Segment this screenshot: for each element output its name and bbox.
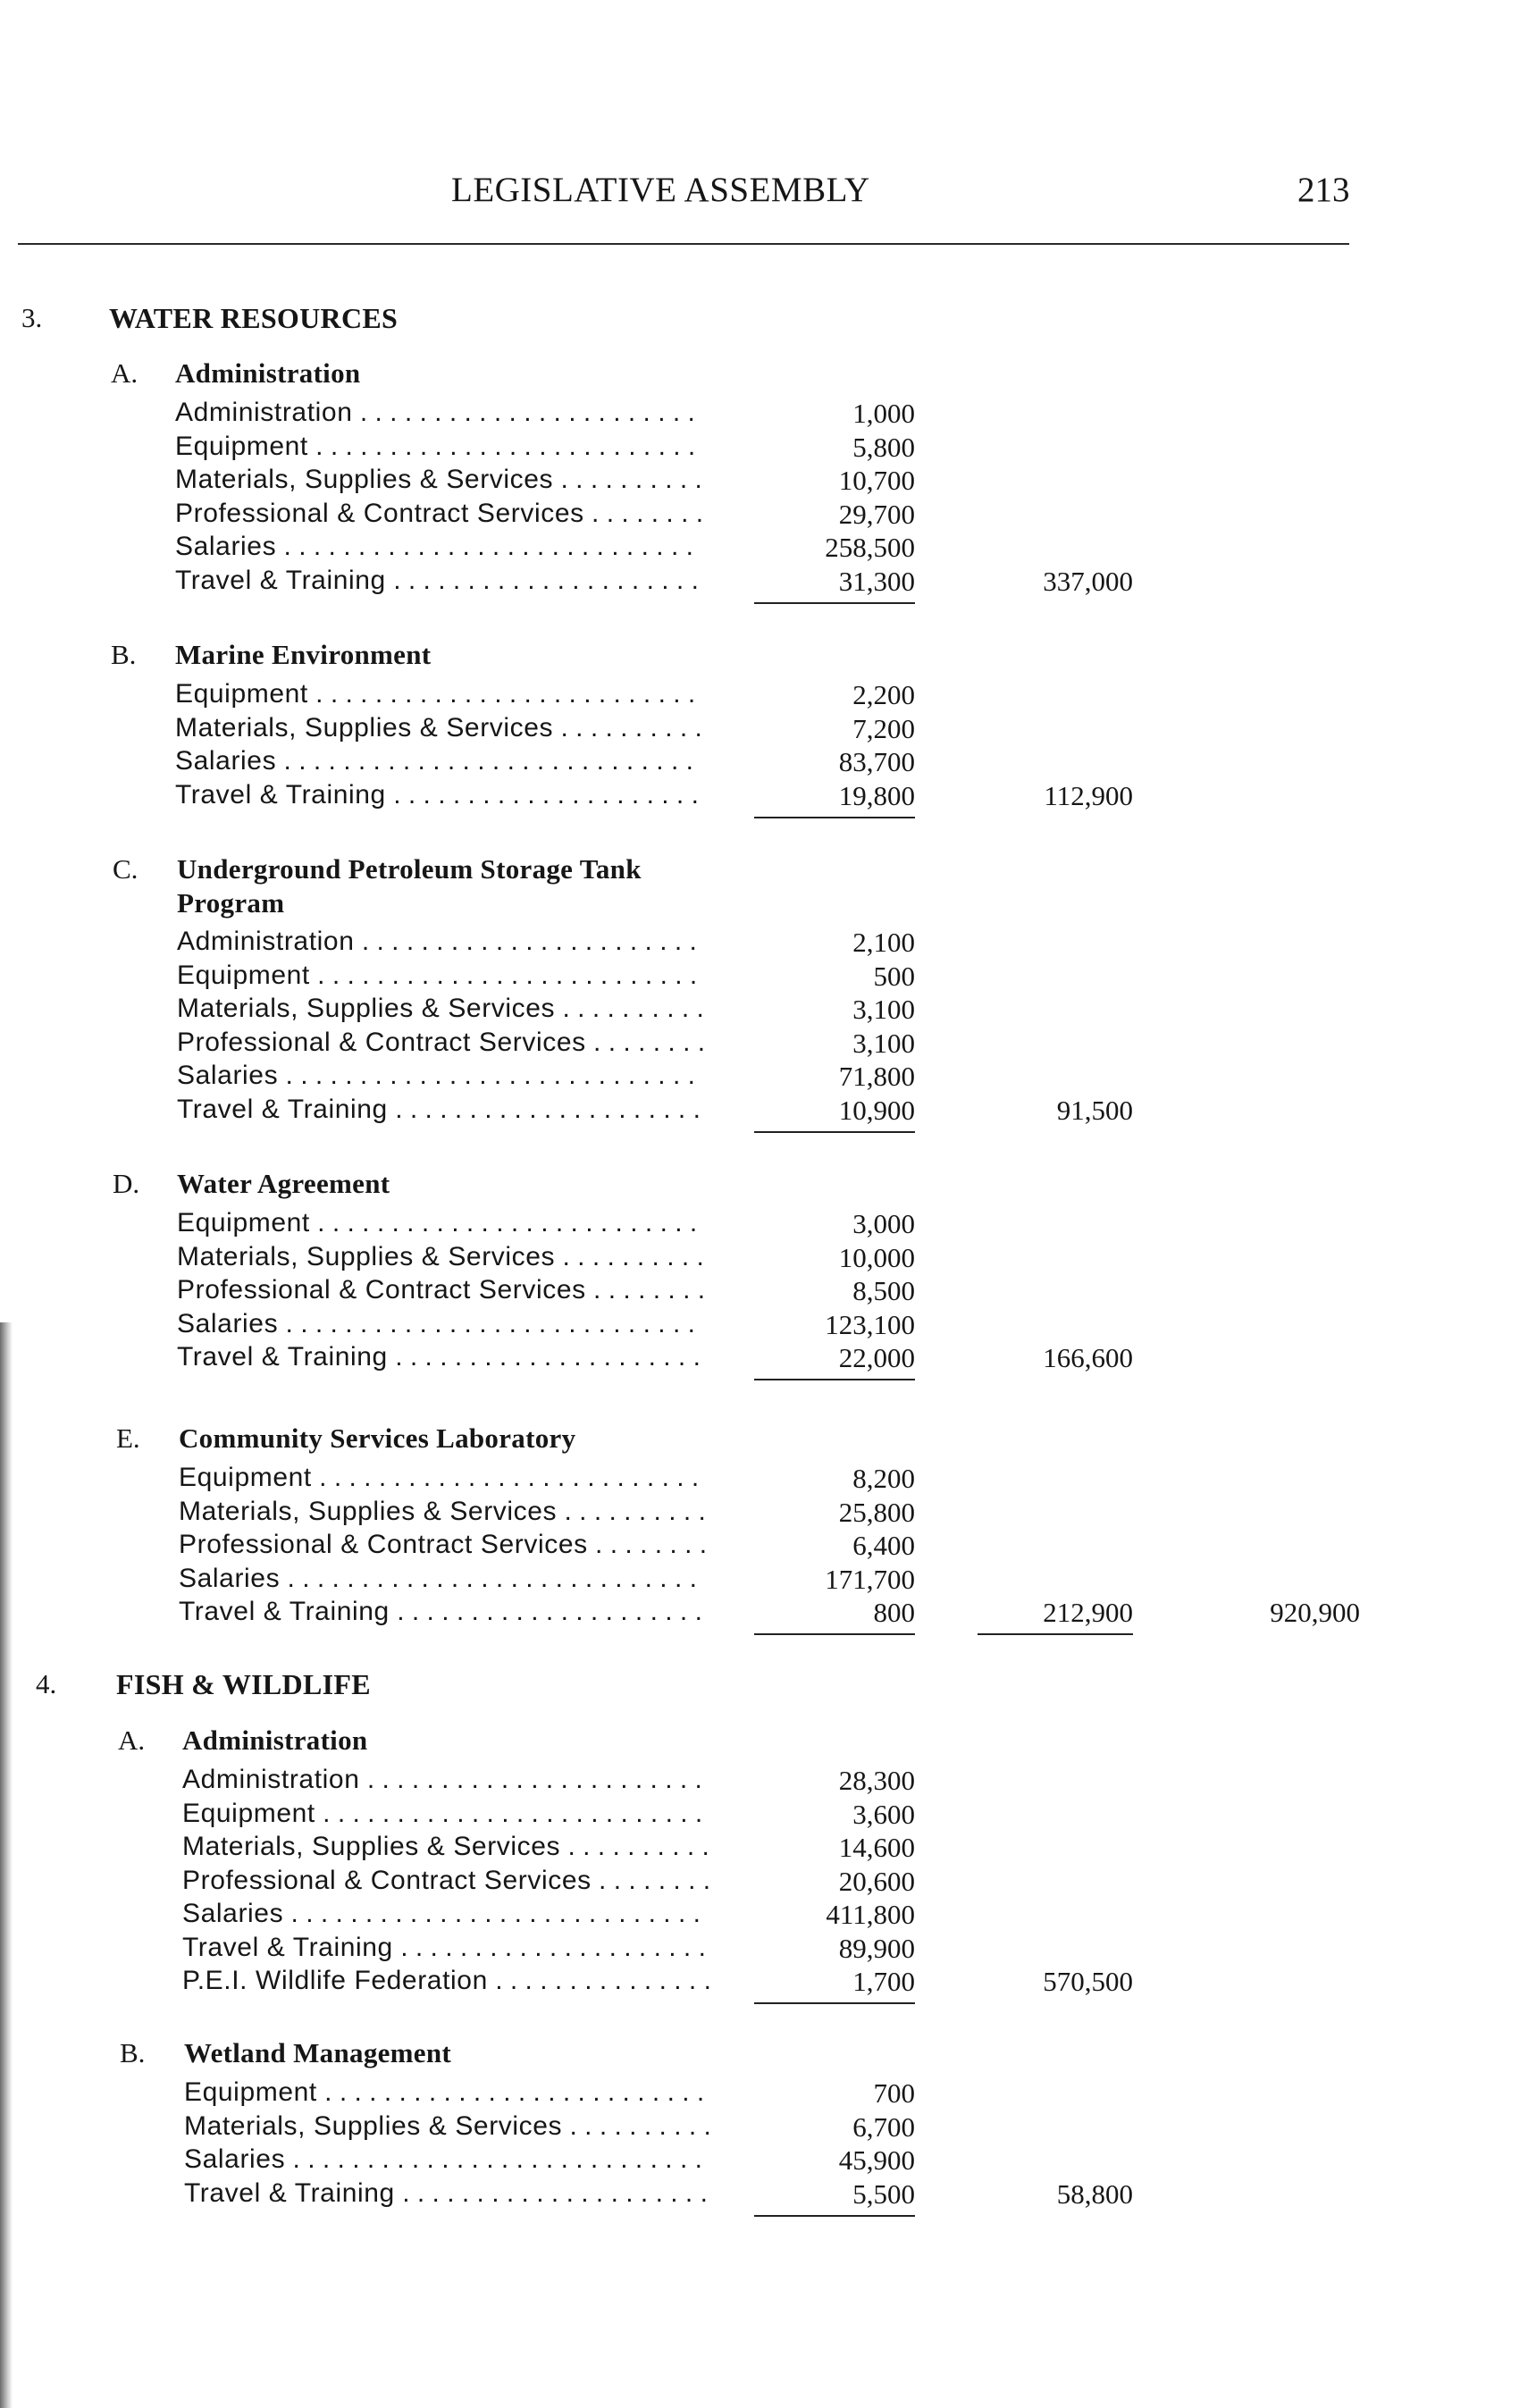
line-item-amount: 31,300	[838, 565, 915, 597]
line-item-amount: 500	[873, 960, 915, 992]
line-item-amount: 89,900	[838, 1932, 915, 1964]
subsection-letter: A.	[111, 357, 138, 389]
subsection-title: Water Agreement	[177, 1168, 390, 1199]
line-item-amount: 3,100	[852, 994, 915, 1025]
subsection-subtotal: 337,000	[1043, 565, 1133, 597]
line-item	[175, 746, 915, 780]
line-item	[175, 499, 915, 533]
line-item-amount: 5,500	[852, 2177, 915, 2210]
line-item	[182, 1966, 915, 2000]
line-item	[182, 1765, 915, 1799]
line-item-amount: 5,800	[852, 431, 915, 463]
section-title: WATER RESOURCES	[109, 302, 399, 334]
line-item	[184, 2111, 915, 2145]
line-item-amount: 3,100	[852, 1027, 915, 1059]
amount-column-rule	[754, 1379, 915, 1380]
subsection-title-line1: Underground Petroleum Storage Tank	[177, 853, 642, 885]
line-item-label: Materials, Supplies & Services . . .	[184, 2111, 711, 2142]
line-item	[182, 1933, 915, 1967]
line-item-label: Travel & Training . . .	[175, 566, 702, 596]
subsection-title: Wetland Management	[184, 2037, 452, 2068]
line-item-amount: 22,000	[838, 1342, 915, 1373]
subsection-subtotal: 570,500	[1043, 1966, 1133, 1997]
subsection-letter: B.	[111, 639, 137, 670]
line-item	[179, 1564, 915, 1598]
line-item-label: Professional & Contract Services . . .	[177, 1275, 704, 1305]
line-item	[177, 927, 915, 961]
line-item-amount: 3,600	[852, 1798, 915, 1830]
line-item-label: Equipment . . .	[177, 1208, 704, 1238]
subsection-letter: E.	[116, 1422, 140, 1454]
line-item-amount: 71,800	[838, 1061, 915, 1092]
line-item-amount: 6,400	[852, 1530, 915, 1561]
subtotal-column-rule	[978, 1633, 1133, 1635]
line-item	[175, 465, 915, 499]
line-item-label: Travel & Training . . .	[177, 1095, 704, 1125]
subsection-title-line2: Program	[177, 887, 285, 919]
line-item-amount: 10,000	[838, 1241, 915, 1273]
line-item-label: Salaries . . .	[182, 1899, 709, 1929]
line-item-amount: 8,500	[852, 1275, 915, 1306]
line-item-amount: 2,100	[852, 927, 915, 958]
line-item-label: Travel & Training . . .	[177, 1342, 704, 1372]
line-item-label: Equipment . . .	[179, 1463, 706, 1493]
subsection-title: Community Services Laboratory	[179, 1422, 576, 1454]
amount-column-rule	[754, 1633, 915, 1635]
line-item-label: Salaries . . .	[177, 1309, 704, 1339]
line-item	[177, 1242, 915, 1276]
line-item-label: Administration . . .	[175, 398, 702, 428]
subsection-subtotal: 212,900	[1043, 1597, 1133, 1628]
line-item-label: Equipment . . .	[175, 432, 702, 462]
amount-column-rule	[754, 2215, 915, 2217]
line-item	[179, 1463, 915, 1497]
section-total: 920,900	[1270, 1597, 1360, 1628]
line-item	[177, 1028, 915, 1061]
line-item-amount: 2,200	[852, 679, 915, 710]
line-item-amount: 123,100	[825, 1308, 915, 1340]
line-item	[177, 1342, 915, 1376]
amount-column-rule	[754, 2002, 915, 2004]
line-item-label: Travel & Training . . .	[184, 2178, 711, 2209]
line-item	[182, 1866, 915, 1900]
line-item-label: Equipment . . .	[175, 679, 702, 709]
line-item-label: Equipment . . .	[184, 2077, 711, 2108]
line-item-amount: 700	[873, 2077, 915, 2109]
line-item	[184, 2144, 915, 2178]
line-item-amount: 14,600	[838, 1832, 915, 1863]
amount-column-rule	[754, 1131, 915, 1133]
line-item-label: Professional & Contract Services . . .	[177, 1028, 704, 1058]
line-item	[177, 1095, 915, 1128]
line-item	[182, 1899, 915, 1933]
line-item-amount: 171,700	[825, 1563, 915, 1595]
line-item-amount: 10,700	[838, 465, 915, 496]
line-item-label: Salaries . . .	[175, 746, 702, 776]
page-number: 213	[1297, 171, 1350, 209]
line-item-amount: 411,800	[826, 1899, 915, 1930]
line-item-amount: 29,700	[838, 498, 915, 530]
line-item	[184, 2178, 915, 2212]
line-item-amount: 8,200	[852, 1463, 915, 1494]
subsection-subtotal: 112,900	[1044, 779, 1133, 811]
line-item-amount: 800	[873, 1597, 915, 1628]
line-item-amount: 20,600	[838, 1865, 915, 1897]
line-item	[177, 1309, 915, 1343]
line-item-label: Salaries . . .	[184, 2144, 711, 2175]
line-item-label: Materials, Supplies & Services . . .	[182, 1832, 709, 1862]
line-item	[177, 1061, 915, 1095]
line-item	[175, 713, 915, 747]
amount-column-rule	[754, 602, 915, 604]
line-item	[175, 532, 915, 566]
line-item	[182, 1832, 915, 1866]
line-item	[182, 1799, 915, 1833]
subsection-letter: B.	[120, 2037, 146, 2068]
line-item-amount: 1,700	[852, 1966, 915, 1997]
line-item-label: Professional & Contract Services . . .	[182, 1866, 709, 1896]
line-item-amount: 258,500	[825, 532, 915, 563]
subsection-subtotal: 166,600	[1043, 1342, 1133, 1373]
subsection-title: Administration	[182, 1724, 368, 1756]
line-item-amount: 3,000	[852, 1208, 915, 1239]
subsection-title: Marine Environment	[175, 639, 432, 670]
line-item	[175, 679, 915, 713]
line-item-amount: 45,900	[838, 2144, 915, 2176]
line-item-amount: 10,900	[838, 1094, 915, 1126]
line-item-label: Travel & Training . . .	[175, 780, 702, 810]
line-item-amount: 25,800	[838, 1496, 915, 1528]
page-title: LEGISLATIVE ASSEMBLY	[451, 171, 870, 209]
line-item	[175, 398, 915, 432]
line-item-label: Travel & Training . . .	[179, 1597, 706, 1627]
line-item-label: Materials, Supplies & Services . . .	[177, 1242, 704, 1272]
line-item-label: P.E.I. Wildlife Federation . . .	[182, 1966, 709, 1996]
line-item-label: Materials, Supplies & Services . . .	[177, 994, 704, 1024]
amount-column-rule	[754, 817, 915, 818]
line-item	[175, 566, 915, 600]
subsection-letter: D.	[113, 1168, 140, 1199]
section-number: 4.	[36, 1668, 57, 1699]
line-item	[177, 1275, 915, 1309]
subsection-subtotal: 58,800	[1056, 2177, 1133, 2210]
line-item-label: Materials, Supplies & Services . . .	[175, 465, 702, 495]
subsection-letter: C.	[113, 853, 138, 885]
section-title: FISH & WILDLIFE	[116, 1668, 371, 1700]
line-item-label: Salaries . . .	[177, 1061, 704, 1091]
line-item	[177, 994, 915, 1028]
subsection-subtotal: 91,500	[1056, 1094, 1133, 1126]
line-item-label: Administration . . .	[177, 927, 704, 957]
line-item-amount: 6,700	[852, 2110, 915, 2143]
line-item	[184, 2077, 915, 2111]
line-item	[177, 1208, 915, 1242]
line-item-label: Equipment . . .	[177, 961, 704, 991]
line-item-amount: 19,800	[838, 779, 915, 811]
line-item-label: Travel & Training . . .	[182, 1933, 709, 1963]
line-item-label: Materials, Supplies & Services . . .	[175, 713, 702, 743]
line-item	[177, 961, 915, 994]
line-item	[175, 780, 915, 814]
line-item-amount: 83,700	[838, 746, 915, 777]
line-item	[179, 1497, 915, 1531]
subsection-title: Administration	[175, 357, 361, 389]
line-item	[179, 1530, 915, 1564]
subsection-letter: A.	[118, 1724, 146, 1756]
line-item-amount: 7,200	[852, 712, 915, 744]
line-item-label: Professional & Contract Services . . .	[175, 499, 702, 529]
line-item	[175, 432, 915, 466]
line-item-label: Equipment . . .	[182, 1799, 709, 1829]
line-item-label: Professional & Contract Services . . .	[179, 1530, 706, 1560]
line-item-label: Salaries . . .	[179, 1564, 706, 1594]
line-item-amount: 1,000	[852, 398, 915, 429]
line-item-label: Materials, Supplies & Services . . .	[179, 1497, 706, 1527]
line-item-amount: 28,300	[838, 1765, 915, 1796]
line-item-label: Administration . . .	[182, 1765, 709, 1795]
line-item	[179, 1597, 915, 1631]
line-item-label: Salaries . . .	[175, 532, 702, 562]
section-number: 3.	[21, 302, 43, 333]
